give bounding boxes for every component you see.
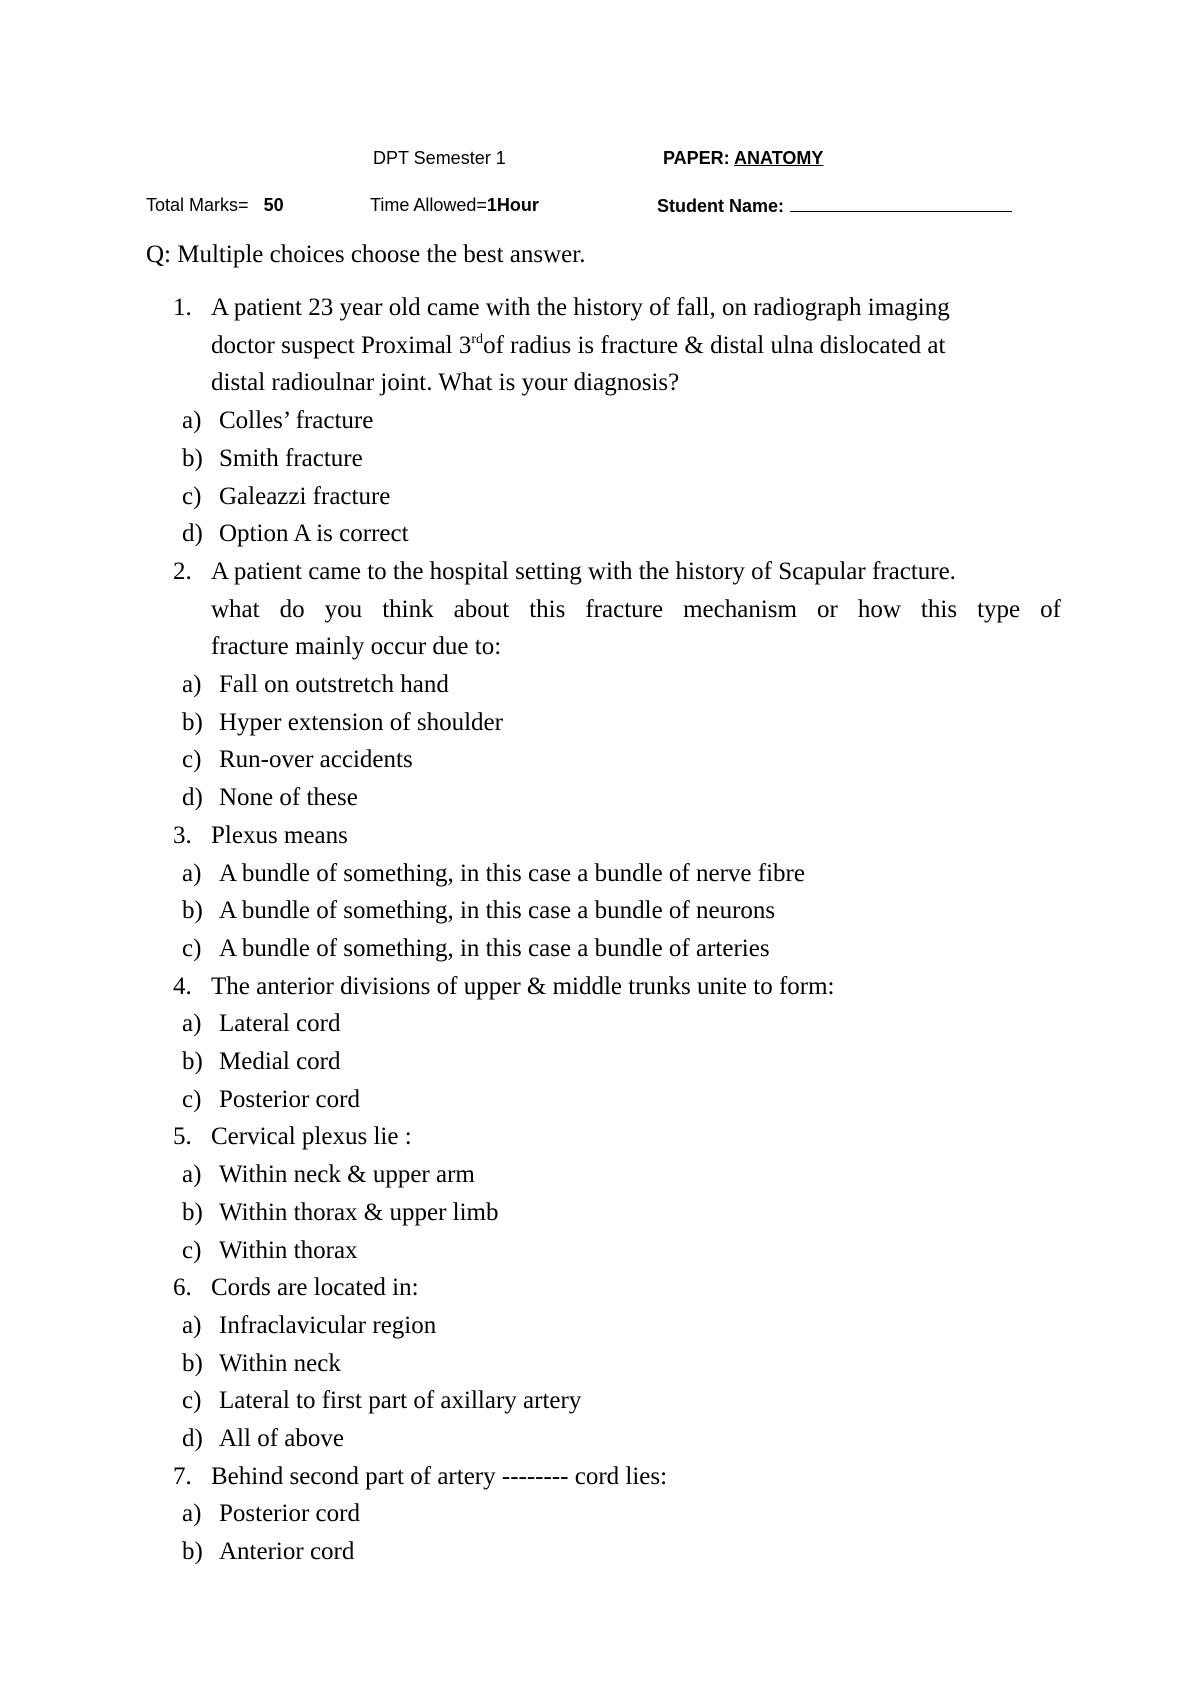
- option-text: Option A is correct: [219, 520, 409, 548]
- question-text-part: of radius is fracture & distal ulna dislocated at: [483, 331, 946, 359]
- question-text: distal radioulnar joint. What is your diagnosis?: [211, 369, 680, 397]
- option-text: A bundle of something, in this case a bundle of nerve fibre: [219, 859, 805, 887]
- option-label: a): [182, 1311, 202, 1339]
- option-label: b): [182, 1198, 203, 1226]
- option-label: c): [182, 1387, 202, 1415]
- paper-label: PAPER:: [663, 148, 730, 168]
- question-number-text: 3.: [173, 821, 192, 849]
- option-label: b): [182, 444, 203, 472]
- student-name-blank[interactable]: [790, 195, 1012, 212]
- option-label: d): [182, 520, 203, 548]
- option-label: d): [182, 784, 203, 812]
- question-text: Behind second part of artery -------- cord lies:: [211, 1462, 668, 1490]
- question-number-text: 7.: [173, 1462, 192, 1490]
- instruction: Q: Multiple choices choose the best answer.: [146, 241, 586, 268]
- question-text-part: doctor suspect Proximal 3: [211, 331, 472, 359]
- option-text: Anterior cord: [219, 1538, 355, 1566]
- question-text: The anterior divisions of upper & middle trunks unite to form:: [211, 972, 835, 1000]
- question-text: A patient 23 year old came with the history of fall, on radiograph imaging: [211, 294, 950, 321]
- option-label: b): [182, 708, 203, 736]
- option-text: Colles’ fracture: [219, 407, 374, 435]
- option-text: Hyper extension of shoulder: [219, 708, 503, 736]
- option-label: a): [182, 1010, 202, 1038]
- option-label: a): [182, 407, 202, 435]
- time-allowed-value: 1Hour: [486, 195, 539, 215]
- superscript: rd: [471, 331, 484, 347]
- option-text: None of these: [219, 784, 358, 812]
- option-text: Infraclavicular region: [219, 1311, 437, 1339]
- option-label: b): [182, 897, 203, 925]
- option-text: Within thorax & upper limb: [219, 1198, 499, 1226]
- question-number-text: 4.: [173, 972, 192, 1000]
- option-text: Within neck: [219, 1349, 341, 1377]
- option-label: a): [182, 1500, 202, 1528]
- question-text: fracture mainly occur due to:: [211, 633, 502, 661]
- option-label: c): [182, 1085, 202, 1113]
- option-label: c): [182, 482, 202, 510]
- option-text: Smith fracture: [219, 444, 363, 472]
- option-text: Run-over accidents: [219, 746, 413, 774]
- option-text: Lateral cord: [219, 1010, 341, 1038]
- question-number-text: 1.: [173, 294, 192, 321]
- question-number-text: 6.: [173, 1274, 192, 1302]
- option-label: a): [182, 671, 202, 698]
- question-text: Cervical plexus lie :: [211, 1123, 412, 1151]
- student-name-label: Student Name:: [657, 196, 785, 216]
- option-text: Within neck & upper arm: [219, 1161, 475, 1189]
- option-label: d): [182, 1425, 203, 1452]
- paper-heading: [663, 148, 823, 169]
- option-label: a): [182, 859, 202, 887]
- option-text: Medial cord: [219, 1048, 341, 1075]
- total-marks-label: Total Marks=: [146, 195, 249, 215]
- option-text: Galeazzi fracture: [219, 482, 391, 510]
- option-label: c): [182, 1236, 202, 1264]
- option-text: Posterior cord: [219, 1500, 360, 1528]
- option-text: A bundle of something, in this case a bundle of arteries: [219, 934, 770, 962]
- option-label: c): [182, 746, 202, 774]
- option-text: Fall on outstretch hand: [219, 671, 449, 698]
- option-label: c): [182, 934, 202, 962]
- option-label: b): [182, 1349, 203, 1377]
- time-allowed-label: Time Allowed=: [370, 195, 487, 215]
- question-number-text: 2.: [173, 557, 192, 585]
- question-text: Cords are located in:: [211, 1274, 419, 1302]
- option-text: Posterior cord: [219, 1085, 360, 1113]
- option-text: All of above: [219, 1425, 344, 1452]
- option-label: b): [182, 1048, 203, 1075]
- student-name-field[interactable]: [657, 195, 1012, 217]
- option-text: Within thorax: [219, 1236, 358, 1264]
- time-allowed: [370, 195, 539, 216]
- semester-label: DPT Semester 1: [373, 148, 506, 168]
- total-marks-value: 50: [263, 195, 284, 215]
- question-text: what do you think about this fracture mechanism or how this type of: [211, 595, 1061, 623]
- paper-name: ANATOMY: [734, 148, 824, 168]
- question-text: Plexus means: [211, 821, 348, 849]
- option-text: Lateral to first part of axillary artery: [219, 1387, 582, 1415]
- question-number-text: 5.: [173, 1123, 192, 1151]
- option-label: b): [182, 1538, 203, 1566]
- question-text: A patient came to the hospital setting with the history of Scapular fracture.: [211, 557, 956, 585]
- option-text: A bundle of something, in this case a bundle of neurons: [219, 897, 776, 925]
- total-marks: [146, 195, 284, 216]
- question-text: [211, 327, 945, 365]
- option-label: a): [182, 1161, 202, 1189]
